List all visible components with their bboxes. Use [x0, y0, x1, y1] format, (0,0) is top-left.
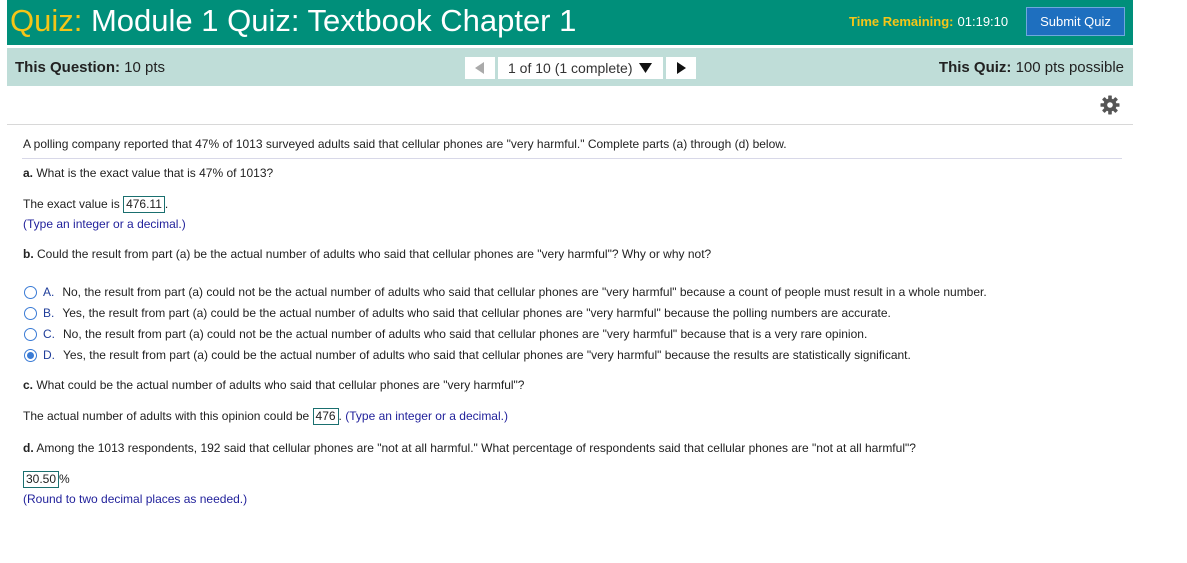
- part-c-answer-field[interactable]: 476: [313, 408, 339, 425]
- this-quiz-points: 100 pts possible: [1015, 59, 1124, 76]
- this-question-label: This Question:: [15, 59, 120, 76]
- radio-icon[interactable]: [24, 307, 37, 320]
- part-b-text: Could the result from part (a) be the actual number of adults who said that cellular phones are "very harmful"? Why or why not?: [37, 247, 712, 261]
- part-a-label: a.: [23, 166, 34, 180]
- this-question: [15, 59, 165, 76]
- time-value: 01:19:10: [957, 14, 1009, 29]
- quiz-header: [7, 0, 1133, 45]
- option-a-letter: A.: [43, 285, 55, 299]
- divider: [22, 158, 1122, 159]
- part-c-answer-line: [23, 408, 508, 425]
- question-select-dropdown[interactable]: [498, 57, 663, 79]
- option-c-letter: C.: [43, 327, 55, 341]
- part-b-question: [23, 247, 711, 261]
- option-b-letter: B.: [43, 306, 55, 320]
- part-d-answer-suffix: %: [59, 472, 70, 486]
- question-select-value: 1 of 10 (1 complete): [508, 60, 633, 76]
- divider: [7, 124, 1133, 125]
- prev-arrow-icon: [475, 62, 485, 74]
- previous-question-button[interactable]: [465, 57, 495, 79]
- part-c-label: c.: [23, 378, 34, 392]
- this-question-points: 10 pts: [124, 59, 166, 76]
- part-d-label: d.: [23, 441, 34, 455]
- radio-icon[interactable]: [24, 328, 37, 341]
- part-c-answer-prefix: The actual number of adults with this opinion could be: [23, 409, 310, 423]
- part-a-answer-line: [23, 196, 168, 213]
- part-b-label: b.: [23, 247, 34, 261]
- option-a-text: No, the result from part (a) could not be the actual number of adults who said that cellular phones are "very harmful" because a count of people must result in a whole number.: [62, 285, 987, 299]
- part-d-hint: (Round to two decimal places as needed.): [23, 492, 248, 506]
- radio-icon[interactable]: [24, 286, 37, 299]
- question-info-bar: [7, 48, 1133, 86]
- part-a-answer-field[interactable]: 476.11: [123, 196, 165, 213]
- this-quiz: [939, 59, 1124, 76]
- quiz-word: Quiz:: [10, 3, 83, 38]
- option-d-letter: D.: [43, 348, 55, 362]
- option-d-text: Yes, the result from part (a) could be the actual number of adults who said that cellular phones are "very harmful" because the results are statistically significant.: [63, 348, 911, 362]
- part-a-hint: (Type an integer or a decimal.): [23, 217, 186, 231]
- option-d[interactable]: [24, 348, 911, 362]
- time-remaining: [849, 14, 1008, 29]
- next-arrow-icon: [676, 62, 686, 74]
- option-b[interactable]: [24, 306, 891, 320]
- option-c-text: No, the result from part (a) could not be the actual number of adults who said that cellular phones are "very harmful" because that is a very rare opinion.: [63, 327, 868, 341]
- part-d-answer-line: [23, 471, 70, 488]
- quiz-title: Module 1 Quiz: Textbook Chapter 1: [90, 3, 577, 38]
- part-a-text: What is the exact value that is 47% of 1013?: [36, 166, 274, 180]
- submit-quiz-button[interactable]: Submit Quiz: [1026, 7, 1125, 36]
- dropdown-caret-icon: [639, 63, 652, 73]
- page-title: [10, 3, 576, 39]
- option-a[interactable]: [24, 285, 987, 299]
- question-prompt: A polling company reported that 47% of 1013 surveyed adults said that cellular phones are "very harmful." Complete parts (a) through (d) below.: [23, 137, 787, 151]
- part-d-answer-field[interactable]: 30.50: [23, 471, 59, 488]
- option-b-text: Yes, the result from part (a) could be the actual number of adults who said that cellular phones are "very harmful" because the polling numbers are accurate.: [62, 306, 891, 320]
- part-a-question: [23, 166, 273, 180]
- time-label: Time Remaining:: [849, 14, 954, 29]
- part-a-answer-suffix: .: [164, 197, 169, 211]
- next-question-button[interactable]: [666, 57, 696, 79]
- option-c[interactable]: [24, 327, 867, 341]
- radio-icon[interactable]: [24, 349, 37, 362]
- part-d-question: [23, 441, 916, 455]
- gear-icon: [1100, 95, 1120, 115]
- settings-button[interactable]: [1100, 95, 1120, 115]
- part-c-hint: (Type an integer or a decimal.): [345, 409, 508, 423]
- part-c-answer-suffix: .: [338, 409, 342, 423]
- part-d-text: Among the 1013 respondents, 192 said that cellular phones are "not at all harmful." What percentage of respondents said that cellular phones are "not at all harmful"?: [36, 441, 916, 455]
- part-c-question: [23, 378, 524, 392]
- this-quiz-label: This Quiz:: [938, 59, 1012, 76]
- part-c-text: What could be the actual number of adults who said that cellular phones are "very harmful"?: [36, 378, 525, 392]
- part-a-answer-prefix: The exact value is: [23, 197, 120, 211]
